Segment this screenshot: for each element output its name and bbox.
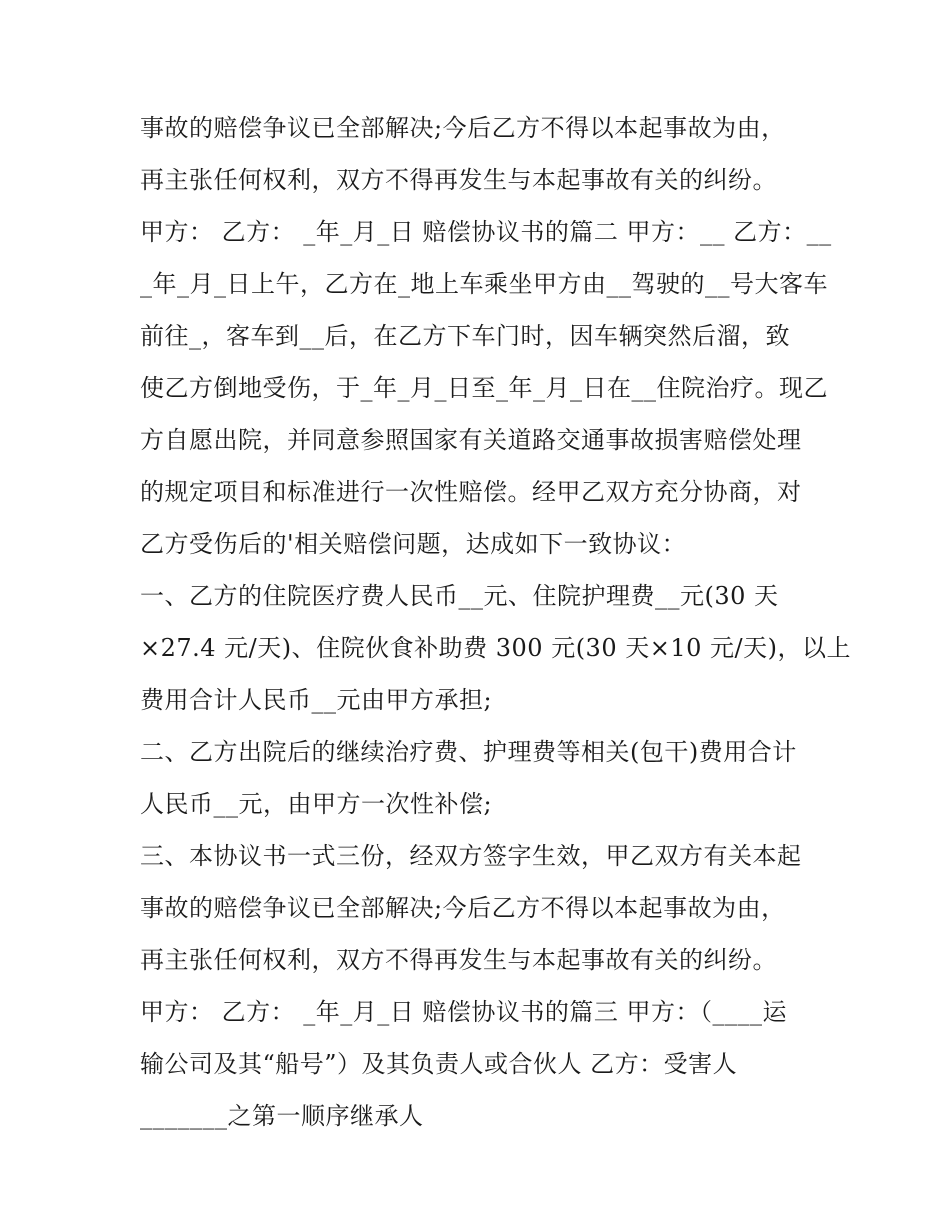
text-line: 方自愿出院，并同意参照国家有关道路交通事故损害赔偿处理	[140, 426, 802, 454]
text-line: 事故的赔偿争议已全部解决;今后乙方不得以本起事故为由，	[140, 894, 786, 922]
text-line: 事故的赔偿争议已全部解决;今后乙方不得以本起事故为由，	[140, 114, 786, 142]
text-line: ×27.4 元/天)、住院伙食补助费 300 元(30 天×10 元/天)，以上	[140, 634, 851, 662]
text-line: 使乙方倒地受伤，于_年_月_日至_年_月_日在__住院治疗。现乙	[140, 374, 828, 402]
text-line: _年_月_日上午，乙方在_地上车乘坐甲方由__驾驶的__号大客车	[140, 270, 828, 298]
text-line: 二、乙方出院后的继续治疗费、护理费等相关(包干)费用合计	[140, 738, 797, 766]
text-line: 乙方受伤后的'相关赔偿问题，达成如下一致协议：	[140, 530, 687, 558]
text-line: 再主张任何权利，双方不得再发生与本起事故有关的纠纷。	[140, 166, 777, 194]
text-line: _______之第一顺序继承人	[140, 1102, 424, 1130]
text-line: 甲方： 乙方： _年_月_日 赔偿协议书的篇二 甲方：__ 乙方：__	[140, 218, 832, 246]
text-line: 前往_，客车到__后，在乙方下车门时，因车辆突然后溜，致	[140, 322, 790, 350]
text-line: 三、本协议书一式三份，经双方签字生效，甲乙双方有关本起	[140, 842, 802, 870]
text-line: 人民币__元，由甲方一次性补偿;	[140, 790, 493, 818]
text-line: 再主张任何权利，双方不得再发生与本起事故有关的纠纷。	[140, 946, 777, 974]
text-line: 输公司及其“船号”）及其负责人或合伙人 乙方：受害人	[140, 1050, 738, 1078]
text-line: 的规定项目和标准进行一次性赔偿。经甲乙双方充分协商，对	[140, 478, 802, 506]
text-line: 费用合计人民币__元由甲方承担;	[140, 686, 493, 714]
text-line: 甲方： 乙方： _年_月_日 赔偿协议书的篇三 甲方：（____运	[140, 998, 788, 1026]
document-body	[140, 102, 851, 1142]
text-line: 一、乙方的住院医疗费人民币__元、住院护理费__元(30 天	[140, 582, 779, 610]
